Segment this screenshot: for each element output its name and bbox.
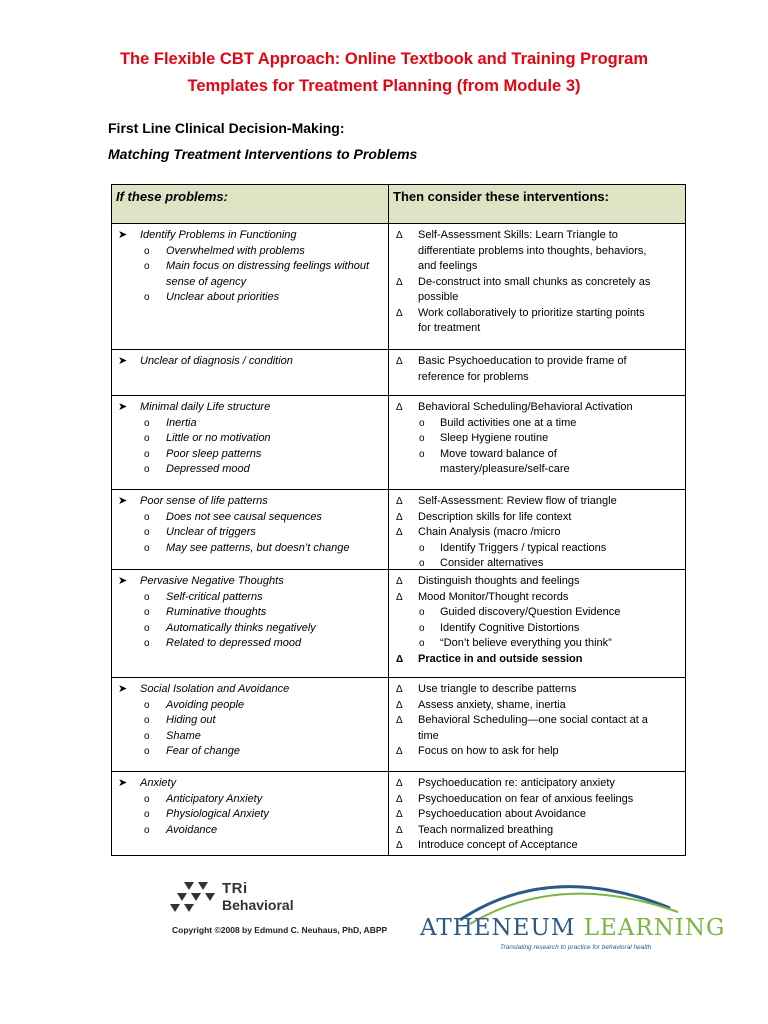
problem-subitem: o Avoidance [116, 823, 384, 839]
problem-subitem: o Physiological Anxiety [116, 807, 384, 823]
tri-logo-text: TRi [222, 880, 248, 897]
intervention-item: Δ Practice in and outside session [393, 652, 681, 668]
delta-bullet-icon: Δ [396, 778, 403, 789]
problem-subitem: o Hiding out [116, 713, 384, 729]
circle-bullet-icon: o [419, 622, 425, 634]
circle-bullet-icon: o [419, 448, 425, 460]
problem-subitem: o Overwhelmed with problems [116, 244, 384, 260]
section-subheading: Matching Treatment Interventions to Problems [108, 146, 418, 162]
circle-bullet-icon: o [419, 417, 425, 429]
intervention-continued: differentiate problems into thoughts, behaviors, [418, 244, 647, 257]
delta-bullet-icon: Δ [396, 684, 403, 695]
table-row [112, 349, 685, 395]
problem-subitem: o Depressed mood [116, 462, 384, 478]
intervention-subitem: o Identify Triggers / typical reactions [393, 541, 681, 557]
intervention-item: Δ Description skills for life context [393, 510, 681, 526]
intervention-continued: and feelings [418, 260, 478, 272]
problem-subitem: o Little or no motivation [116, 431, 384, 447]
circle-bullet-icon: o [144, 527, 150, 538]
problem-item: ➤ Social Isolation and Avoidance [116, 682, 384, 698]
logo-triangle [184, 904, 194, 912]
intervention-cell [389, 570, 685, 677]
delta-bullet-icon: Δ [396, 591, 403, 603]
delta-bullet-icon: Δ [396, 793, 403, 805]
intervention-item: Δ Distinguish thoughts and feelings [393, 574, 681, 590]
atheneum-tagline: Translating research to practice for behavioral health [500, 944, 652, 951]
problem-subitem: o Related to depressed mood [116, 636, 384, 652]
circle-bullet-icon: o [144, 417, 150, 429]
problem-subitem-continued: sense of agency [166, 275, 247, 288]
arrowhead-bullet-icon: ➤ [118, 495, 128, 507]
intervention-item: Δ Use triangle to describe patterns [393, 682, 681, 698]
circle-bullet-icon: o [144, 793, 150, 805]
problem-subitem: o Unclear of triggers [116, 525, 384, 541]
problem-cell [112, 570, 389, 677]
copyright-notice: Copyright ©2008 by Edmund C. Neuhaus, PhD, ABPP [172, 925, 388, 935]
delta-bullet-icon: Δ [396, 307, 403, 319]
arrowhead-bullet-icon: ➤ [118, 401, 128, 413]
delta-bullet-icon: Δ [396, 746, 403, 757]
intervention-continued: reference for problems [418, 370, 529, 383]
circle-bullet-icon: o [144, 464, 150, 475]
delta-bullet-icon: Δ [396, 699, 403, 711]
intervention-item: Δ Psychoeducation about Avoidance [393, 807, 681, 823]
circle-bullet-icon: o [144, 261, 150, 272]
tri-logo-subtext: Behavioral [222, 897, 294, 913]
delta-bullet-icon: Δ [396, 511, 403, 523]
intervention-cell [389, 224, 685, 349]
circle-bullet-icon: o [419, 433, 425, 444]
intervention-item: Δ Self-Assessment Skills: Learn Triangle to [393, 228, 681, 244]
problem-item: ➤ Poor sense of life patterns [116, 494, 384, 510]
delta-bullet-icon: Δ [396, 824, 403, 836]
intervention-continued: time [418, 729, 439, 742]
col2-header: Then consider these interventions: [393, 189, 609, 204]
intervention-continued: possible [418, 291, 459, 303]
intervention-subitem: o “Don’t believe everything you think” [393, 636, 681, 652]
intervention-subitem: o Consider alternatives [393, 556, 681, 572]
arrowhead-bullet-icon: ➤ [118, 575, 128, 587]
problem-item: ➤ Anxiety [116, 776, 384, 792]
circle-bullet-icon: o [144, 730, 150, 742]
intervention-item: Δ Chain Analysis (macro /micro [393, 525, 681, 541]
problem-subitem: o Automatically thinks negatively [116, 621, 384, 637]
problem-subitem: o Avoiding people [116, 698, 384, 714]
problem-subitem: o Anticipatory Anxiety [116, 792, 384, 808]
intervention-cell [389, 350, 685, 395]
atheneum-logo-text: ATHENEUM LEARNING [420, 915, 726, 941]
logo-triangle [177, 893, 187, 901]
circle-bullet-icon: o [419, 558, 425, 569]
document-title-line1: The Flexible CBT Approach: Online Textbook and Training Program [119, 50, 649, 68]
delta-bullet-icon: Δ [396, 715, 403, 726]
intervention-cell [389, 490, 685, 569]
table-row [112, 489, 685, 569]
problem-item: ➤ Pervasive Negative Thoughts [116, 574, 384, 590]
problem-cell [112, 490, 389, 569]
delta-bullet-icon: Δ [396, 230, 403, 241]
delta-bullet-icon: Δ [396, 356, 403, 367]
circle-bullet-icon: o [144, 448, 150, 460]
delta-bullet-icon: Δ [396, 809, 403, 820]
logo-triangle [184, 882, 194, 890]
problem-subitem: o Poor sleep patterns [116, 447, 384, 463]
problem-subitem: o Ruminative thoughts [116, 605, 384, 621]
problem-subitem: o Fear of change [116, 744, 384, 760]
treatment-table [111, 184, 686, 856]
problem-subitem: o Inertia [116, 416, 384, 432]
document-title-line2: Templates for Treatment Planning (from Module 3) [187, 77, 581, 95]
problem-cell [112, 678, 389, 771]
intervention-item: Δ Self-Assessment: Review flow of triangle [393, 494, 681, 510]
problem-item: ➤ Unclear of diagnosis / condition [116, 354, 384, 370]
intervention-subitem: o Move toward balance of [393, 447, 681, 463]
table-row [112, 569, 685, 677]
circle-bullet-icon: o [144, 622, 150, 634]
delta-bullet-icon: Δ [396, 402, 403, 413]
circle-bullet-icon: o [419, 638, 425, 649]
table-row [112, 677, 685, 771]
circle-bullet-icon: o [144, 824, 150, 836]
circle-bullet-icon: o [144, 245, 150, 257]
delta-bullet-icon: Δ [396, 527, 403, 538]
intervention-item: Δ Focus on how to ask for help [393, 744, 681, 760]
table-row [112, 771, 685, 855]
intervention-cell [389, 396, 685, 489]
circle-bullet-icon: o [144, 591, 150, 603]
intervention-item: Δ Behavioral Scheduling/Behavioral Activation [393, 400, 681, 416]
intervention-item: Δ Introduce concept of Acceptance [393, 838, 681, 854]
circle-bullet-icon: o [144, 746, 150, 757]
arrowhead-bullet-icon: ➤ [118, 683, 128, 695]
logo-triangle [191, 893, 201, 901]
intervention-item: Δ Mood Monitor/Thought records [393, 590, 681, 606]
circle-bullet-icon: o [144, 607, 150, 618]
intervention-cell [389, 772, 685, 855]
intervention-item: Δ De-construct into small chunks as concretely as [393, 275, 681, 291]
problem-cell [112, 224, 389, 349]
intervention-subitem: o Identify Cognitive Distortions [393, 621, 681, 637]
problem-subitem: o May see patterns, but doesn’t change [116, 541, 384, 557]
problem-subitem: o Shame [116, 729, 384, 745]
intervention-item: Δ Psychoeducation re: anticipatory anxiety [393, 776, 681, 792]
circle-bullet-icon: o [144, 715, 150, 726]
table-header-row [112, 185, 685, 223]
delta-bullet-icon: Δ [396, 496, 403, 507]
intervention-item: Δ Work collaboratively to prioritize starting points [393, 306, 681, 322]
section-heading: First Line Clinical Decision-Making: [108, 120, 345, 136]
problem-cell [112, 350, 389, 395]
logo-triangle [198, 882, 208, 890]
intervention-subitem-continued: mastery/pleasure/self-care [440, 463, 570, 475]
intervention-cell [389, 678, 685, 771]
problem-subitem: o Unclear about priorities [116, 290, 384, 306]
delta-bullet-icon: Δ [396, 653, 404, 665]
logo-triangle [170, 904, 180, 912]
problem-subitem: o Main focus on distressing feelings without [116, 259, 384, 275]
arrowhead-bullet-icon: ➤ [118, 229, 128, 241]
problem-item: ➤ Identify Problems in Functioning [116, 228, 384, 244]
problem-subitem: o Self-critical patterns [116, 590, 384, 606]
logo-triangle [205, 893, 215, 901]
intervention-item: Δ Psychoeducation on fear of anxious feelings [393, 792, 681, 808]
intervention-item: Δ Behavioral Scheduling—one social contact at a [393, 713, 681, 729]
circle-bullet-icon: o [144, 292, 150, 303]
circle-bullet-icon: o [144, 511, 150, 523]
delta-bullet-icon: Δ [396, 276, 403, 288]
circle-bullet-icon: o [144, 433, 150, 444]
intervention-item: Δ Teach normalized breathing [393, 823, 681, 839]
circle-bullet-icon: o [144, 809, 150, 820]
arrowhead-bullet-icon: ➤ [118, 777, 128, 789]
circle-bullet-icon: o [144, 542, 150, 554]
intervention-item: Δ Assess anxiety, shame, inertia [393, 698, 681, 714]
table-row [112, 395, 685, 489]
problem-subitem: o Does not see causal sequences [116, 510, 384, 526]
problem-cell [112, 772, 389, 855]
circle-bullet-icon: o [144, 638, 150, 649]
intervention-continued: for treatment [418, 322, 481, 334]
col1-header: If these problems: [112, 185, 389, 223]
delta-bullet-icon: Δ [396, 840, 403, 851]
circle-bullet-icon: o [419, 607, 425, 618]
table-row [112, 223, 685, 349]
circle-bullet-icon: o [419, 542, 425, 554]
problem-item: ➤ Minimal daily Life structure [116, 400, 384, 416]
circle-bullet-icon: o [144, 699, 150, 711]
delta-bullet-icon: Δ [396, 576, 403, 587]
intervention-subitem: o Build activities one at a time [393, 416, 681, 432]
intervention-item: Δ Basic Psychoeducation to provide frame of [393, 354, 681, 370]
problem-cell [112, 396, 389, 489]
arrowhead-bullet-icon: ➤ [118, 355, 128, 367]
intervention-subitem: o Sleep Hygiene routine [393, 431, 681, 447]
intervention-subitem: o Guided discovery/Question Evidence [393, 605, 681, 621]
